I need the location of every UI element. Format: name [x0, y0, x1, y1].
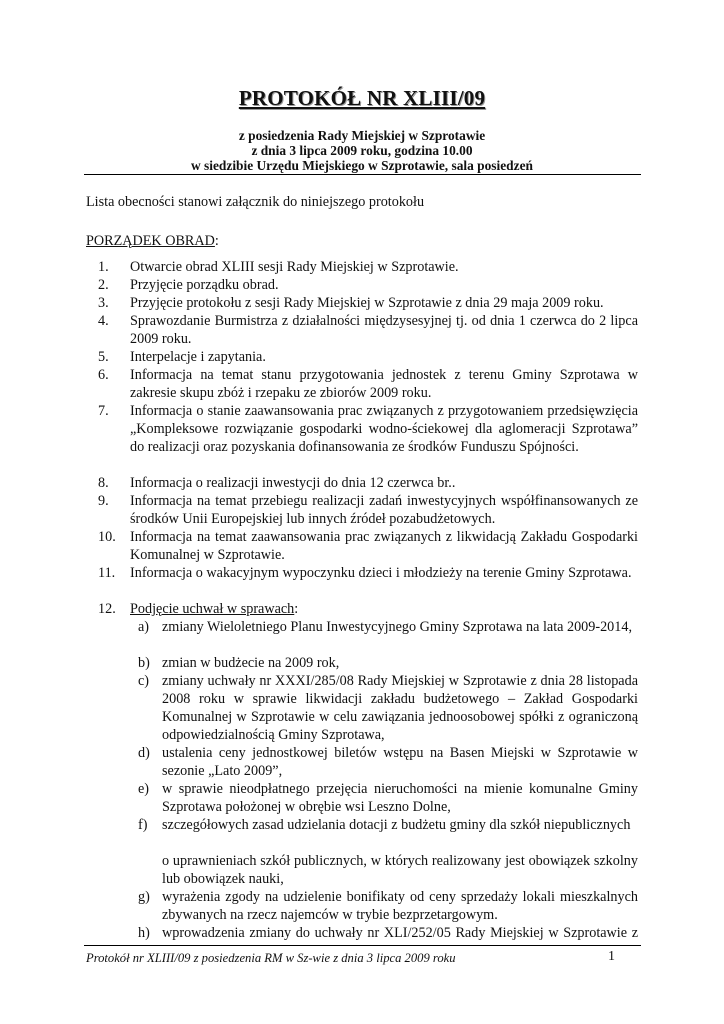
- agenda-subitem: [0, 924, 724, 942]
- footer-text: Protokół nr XLIII/09 z posiedzenia RM w Sz-wie z dnia 3 lipca 2009 roku: [86, 951, 456, 965]
- header-divider: [84, 174, 641, 175]
- agenda-item-text: Informacja na temat stanu przygotowania jednostek z terenu Gminy Szprotawa w zakresie skupu zbóż i rzepaku ze zbiorów 2009 roku.: [130, 367, 638, 402]
- subitem-text: ustalenia ceny jednostkowej biletów wstępu na Basen Miejski w Szprotawie w sezonie „Lato 2009”,: [162, 745, 638, 780]
- subtitle-line-1: z posiedzenia Rady Miejskiej w Szprotawie: [238, 128, 486, 143]
- agenda-item-number: 7.: [98, 403, 109, 419]
- agenda-heading: [86, 232, 219, 250]
- agenda-item-text: [130, 600, 638, 618]
- agenda-item-number: 5.: [98, 349, 109, 365]
- subtitle-line-3: w siedzibie Urzędu Miejskiego w Szprotawie, sala posiedzeń: [191, 158, 533, 173]
- agenda-item-text: Informacja na temat zaawansowania prac związanych z likwidacją Zakładu Gospodarki Komunalnej w Szprotawie.: [130, 529, 638, 564]
- subitem-text-continued: o uprawnieniach szkół publicznych, w których realizowany jest obowiązek szkolny lub obowiązek nauki,: [162, 853, 638, 888]
- attendance-note: Lista obecności stanowi załącznik do niniejszego protokołu: [86, 194, 425, 210]
- agenda-item-number: 11.: [98, 565, 116, 581]
- page-title: PROTOKÓŁ NR XLIII/09: [238, 86, 486, 110]
- agenda-item-text: Otwarcie obrad XLIII sesji Rady Miejskiej w Szprotawie.: [130, 259, 459, 275]
- subitem-text: zmian w budżecie na 2009 rok,: [162, 655, 340, 671]
- agenda-item-12-colon: :: [294, 601, 299, 617]
- subitem-text: wprowadzenia zmiany do uchwały nr XLI/252/05 Rady Miejskiej w Szprotawie z: [162, 925, 638, 941]
- agenda-item-number: 9.: [98, 493, 109, 509]
- agenda-item-text: Informacja o stanie zaawansowania prac związanych z przygotowaniem przedsięwzięcia „Kompleksowe rozwiązanie gospodarki wodno-ściekowej dla aglomeracji Szprotawa” do realizacji oraz pozyskania dofinansowania ze środków Funduszu Spójności.: [130, 403, 638, 456]
- subitem-text: zmiany uchwały nr XXXI/285/08 Rady Miejskiej w Szprotawie z dnia 28 listopada 2008 roku w sprawie likwidacji zakładu budżetowego – Zakład Gospodarki Komunalnej w Szprotawie w celu zawiązania jednoosobowej spółki z ograniczoną odpowiedzialnością Gminy Szprotawa,: [162, 673, 638, 744]
- agenda-item-number: 1.: [98, 259, 109, 275]
- agenda-item-number: 2.: [98, 277, 109, 293]
- subitem-letter: a): [138, 619, 150, 635]
- subitem-letter: d): [138, 745, 150, 761]
- agenda-item-number: 12.: [98, 601, 116, 617]
- subitem-text: zmiany Wieloletniego Planu Inwestycyjnego Gminy Szprotawa na lata 2009-2014,: [162, 619, 633, 635]
- subitem-letter: f): [138, 817, 148, 833]
- agenda-heading-colon: :: [214, 233, 219, 249]
- agenda-item-text: Informacja na temat przebiegu realizacji zadań inwestycyjnych współfinansowanych ze środków Unii Europejskiej lub innych źródeł pozabudżetowych.: [130, 493, 638, 528]
- agenda-item-text: Interpelacje i zapytania.: [130, 349, 266, 365]
- subitem-letter: b): [138, 655, 150, 671]
- agenda-item-number: 6.: [98, 367, 109, 383]
- subitem-letter: e): [138, 781, 150, 797]
- agenda-item-text: Przyjęcie porządku obrad.: [130, 277, 279, 293]
- footer-divider: [84, 945, 641, 946]
- agenda-item-text: Informacja o wakacyjnym wypoczynku dzieci i młodzieży na terenie Gminy Szprotawa.: [130, 565, 632, 581]
- subitem-text: szczegółowych zasad udzielania dotacji z budżetu gminy dla szkół niepublicznych: [162, 817, 631, 833]
- agenda-item-number: 4.: [98, 313, 109, 329]
- page-number: 1: [608, 949, 615, 964]
- agenda-item-text: Sprawozdanie Burmistrza z działalności międzysesyjnej tj. od dnia 1 czerwca do 2 lipca 2009 roku.: [130, 313, 638, 348]
- subitem-letter: h): [138, 925, 150, 941]
- subitem-letter: c): [138, 673, 150, 689]
- subitem-text: w sprawie nieodpłatnego przejęcia nieruchomości na mienie komunalne Gminy Szprotawa położonej w obrębie wsi Leszno Dolne,: [162, 781, 638, 816]
- agenda-item-number: 10.: [98, 529, 116, 545]
- subitem-text: wyrażenia zgody na udzielenie bonifikaty od ceny sprzedaży lokali mieszkalnych zbywanych na rzecz najemców w trybie bezprzetargowym.: [162, 889, 638, 924]
- subtitle-line-2: z dnia 3 lipca 2009 roku, godzina 10.00: [251, 143, 473, 158]
- agenda-item-text: Przyjęcie protokołu z sesji Rady Miejskiej w Szprotawie z dnia 29 maja 2009 roku.: [130, 295, 604, 311]
- agenda-heading-text: PORZĄDEK OBRAD: [86, 233, 215, 249]
- agenda-item-number: 8.: [98, 475, 109, 491]
- agenda-item-number: 3.: [98, 295, 109, 311]
- subitem-letter: g): [138, 889, 150, 905]
- agenda-item-12-label: Podjęcie uchwał w sprawach: [130, 601, 295, 617]
- agenda-item-text: Informacja o realizacji inwestycji do dnia 12 czerwca br..: [130, 475, 456, 491]
